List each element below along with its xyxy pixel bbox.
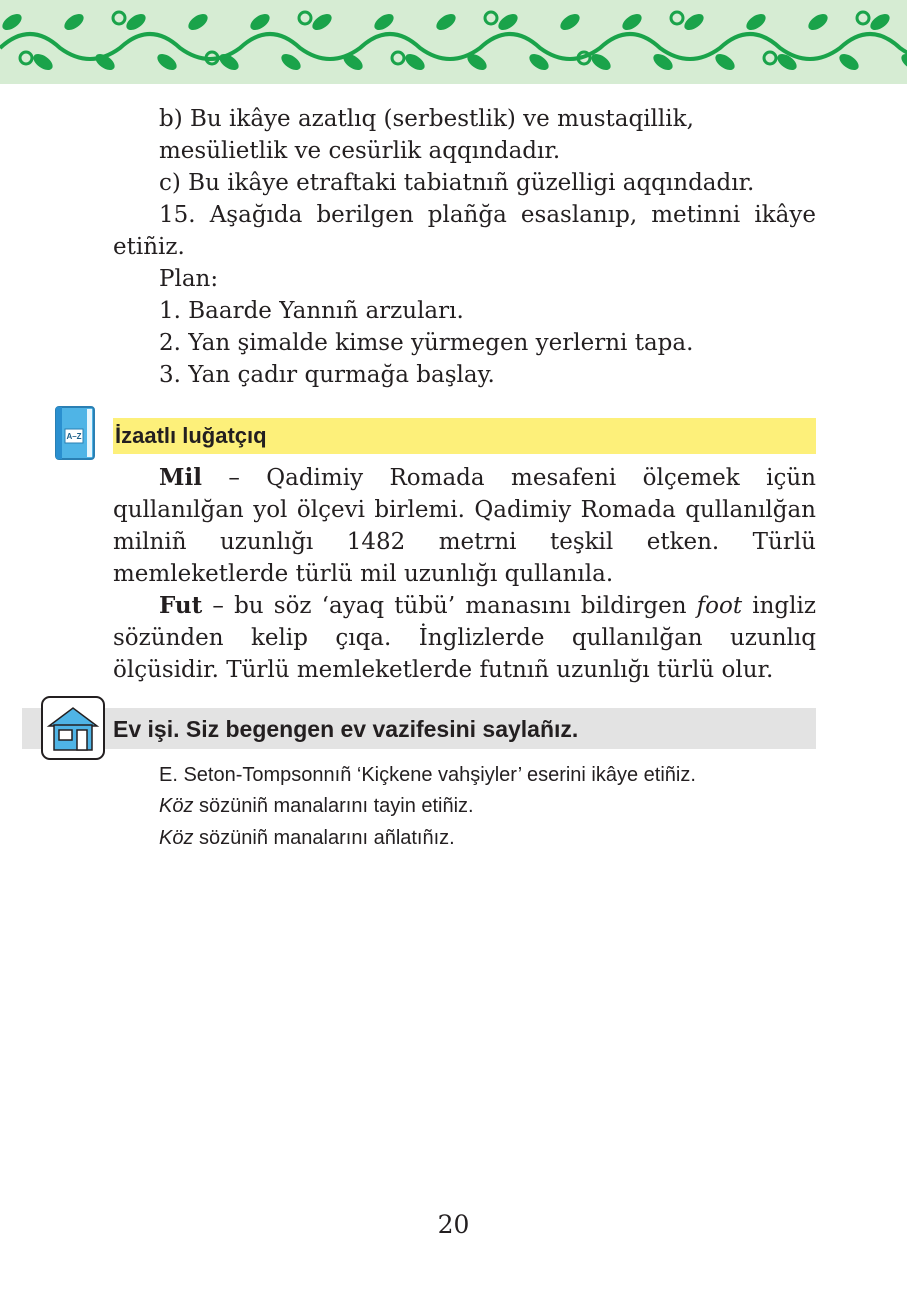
leaf-shape	[372, 11, 397, 33]
curl-shape	[20, 52, 32, 64]
curl-shape	[671, 12, 683, 24]
definition-fut	[113, 590, 816, 686]
leaf-shape	[155, 51, 180, 73]
leaf-shape	[496, 11, 521, 33]
house-icon	[41, 696, 105, 760]
plan-heading: Plan:	[159, 266, 219, 292]
leaf-shape	[310, 11, 335, 33]
curl-shape	[485, 12, 497, 24]
leaf-shape	[682, 11, 707, 33]
book-az-icon	[53, 404, 97, 462]
vine	[0, 34, 907, 59]
book-label: A–Z	[66, 432, 82, 441]
term-mil: Mil	[159, 464, 202, 491]
curl-shape	[392, 52, 404, 64]
homework-title: Ev işi. Siz begengen ev vazifesini saylañız.	[113, 716, 579, 742]
curl-shape	[299, 12, 311, 24]
leaf-shape	[620, 11, 645, 33]
leaf-shape	[744, 11, 769, 33]
definition-mil-text: – Qadimiy Romada mesafeni ölçemek içün qullanılğan yol ölçevi birlemi. Qadimiy Romada qullanılğan milniñ uzunlığı 1482 metrni teşkil etken. Türlü memleketlerde türlü mil uzunlığı qullanıla.	[113, 465, 816, 587]
decorative-banner	[0, 0, 907, 84]
leaf-shape	[899, 51, 907, 73]
plan-item-3: 3. Yan çadır qurmağa başlay.	[159, 362, 495, 388]
homework-item-3-word: Köz	[159, 827, 194, 849]
plan-item-1: 1. Baarde Yannıñ arzuları.	[159, 298, 464, 324]
leaf-shape	[837, 51, 862, 73]
leaf-shape	[403, 51, 428, 73]
term-fut: Fut	[159, 592, 203, 619]
curl-shape	[857, 12, 869, 24]
definition-fut-text-1: – bu söz ‘ayaq tübü’ manasını bildirgen	[202, 593, 697, 619]
plan-item-2: 2. Yan şimalde kimse yürmegen yerlerni tapa.	[159, 330, 694, 356]
curl-shape	[764, 52, 776, 64]
leaf-ornament-icon	[0, 0, 907, 84]
option-c: c) Bu ikâye etraftaki tabiatnıñ güzelligi aqqındadır.	[159, 170, 755, 196]
definition-mil	[113, 462, 816, 590]
leaf-shape	[124, 11, 149, 33]
curl-shape	[113, 12, 125, 24]
leaf-shape	[186, 11, 211, 33]
definition-fut-text-2: ingliz sözünden kelip çıqa. İnglizlerde qullanılğan uzunlıq ölçüsidir. Türlü memleketlerde futnıñ uzunlığı türlü olur.	[113, 593, 816, 683]
leaf-shape	[558, 11, 583, 33]
leaf-shape	[868, 11, 893, 33]
page-number: 20	[437, 1210, 470, 1239]
leaf-shape	[31, 51, 56, 73]
foreign-word: foot	[696, 593, 743, 619]
leaf-shape	[62, 11, 87, 33]
leaf-shape	[248, 11, 273, 33]
homework-item-3-text: sözüniñ manalarını añlatıñız.	[193, 827, 455, 849]
leaf-shape	[279, 51, 304, 73]
leaf-shape	[0, 11, 24, 33]
homework-item-2-text: sözüniñ manalarını tayin etiñiz.	[193, 795, 474, 817]
dictionary-title: İzaatlı luğatçıq	[115, 423, 267, 448]
homework-item-3	[159, 824, 455, 852]
leaf-shape	[434, 11, 459, 33]
task-15: 15. Aşağıda berilgen plañğa esaslanıp, metinni ikâye etiñiz.	[113, 202, 816, 260]
option-b-line-2: mesülietlik ve cesürlik aqqındadır.	[159, 138, 561, 164]
homework-item-2	[159, 792, 474, 820]
leaf-shape	[806, 11, 831, 33]
homework-item-2-word: Köz	[159, 795, 194, 817]
option-b-line-1: b) Bu ikâye azatlıq (serbestlik) ve mustaqillik,	[159, 106, 694, 132]
leaf-shape	[713, 51, 738, 73]
homework-item-1: E. Seton-Tompsonnıñ ‘Kiçkene vahşiyler’ eserini ikâye etiñiz.	[159, 764, 696, 786]
